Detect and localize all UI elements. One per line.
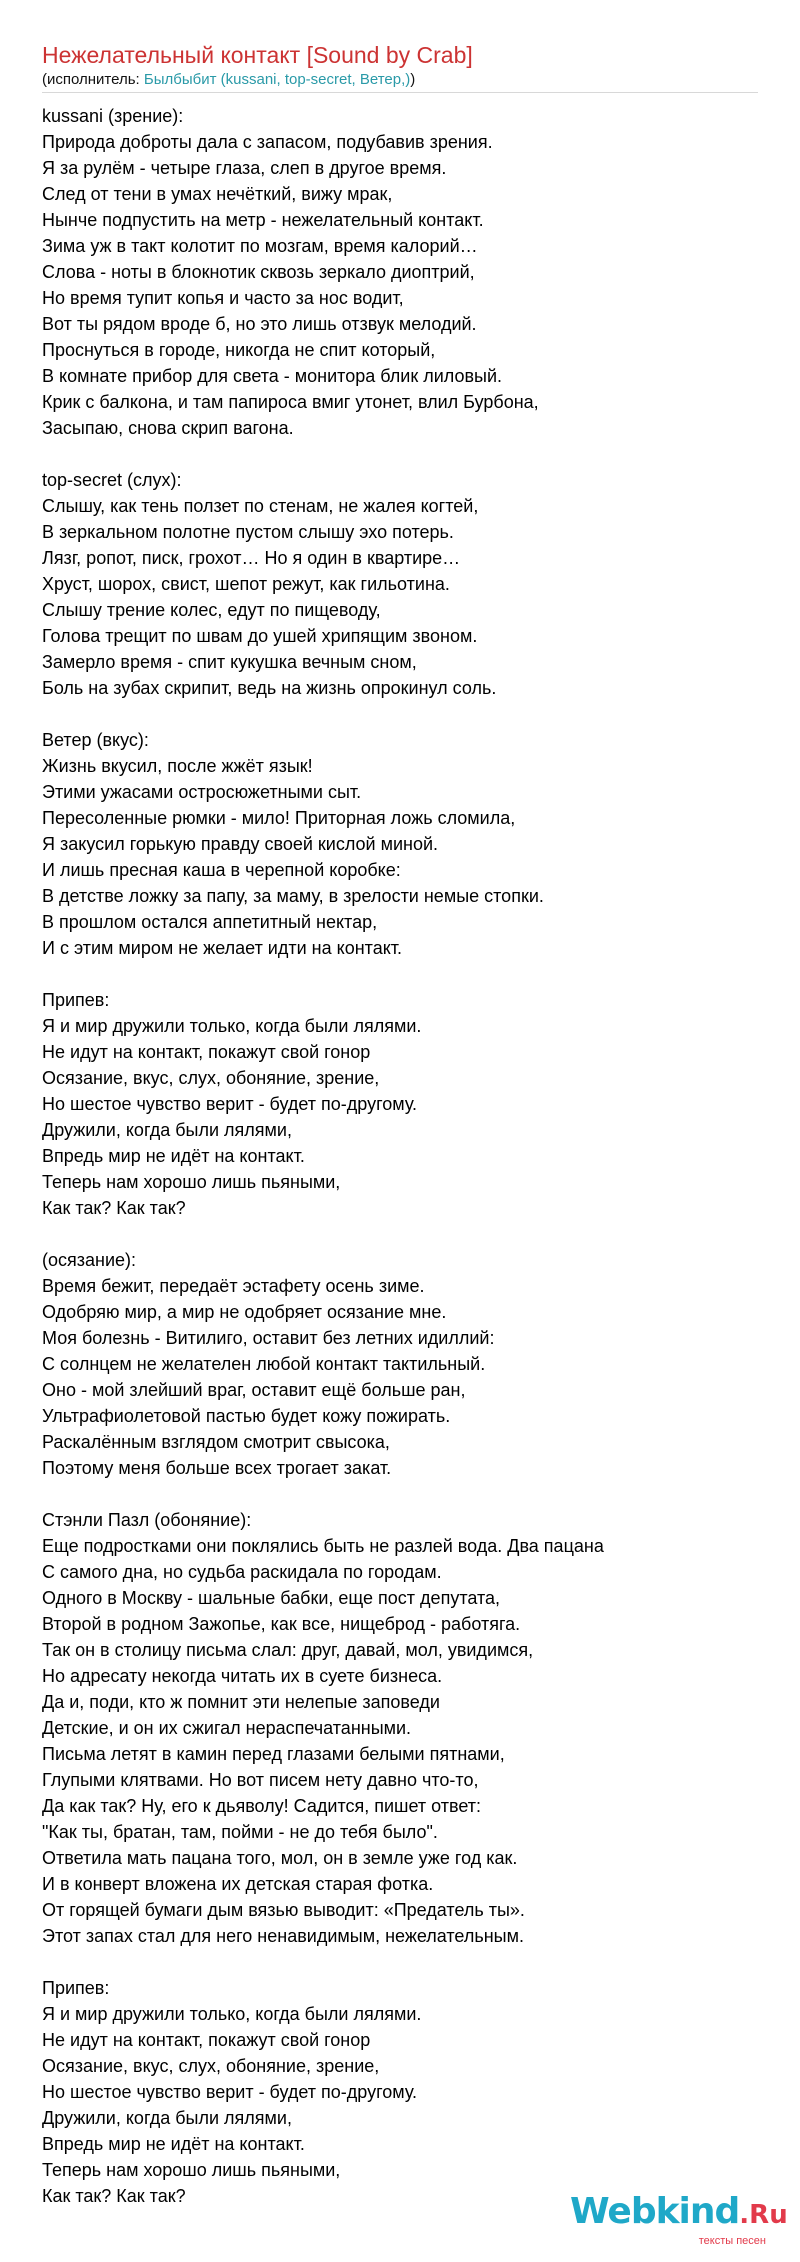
lyric-line: Слова - ноты в блокнотик сквозь зеркало диоптрий,	[42, 262, 475, 282]
lyric-line: Но шестое чувство верит - будет по-другому.	[42, 2082, 418, 2102]
performer-suffix: )	[410, 71, 416, 88]
lyric-line: Еще подростками они поклялись быть не разлей вода. Два пацана	[42, 1536, 604, 1556]
lyric-line: Осязание, вкус, слух, обоняние, зрение,	[42, 1068, 380, 1088]
lyric-line: Я и мир дружили только, когда были лялями.	[42, 1016, 422, 1036]
lyric-line: Письма летят в камин перед глазами белыми пятнами,	[42, 1744, 505, 1764]
lyric-line: (осязание):	[42, 1250, 137, 1270]
lyric-line: Одобряю мир, а мир не одобряет осязание мне.	[42, 1302, 447, 1322]
lyric-line	[42, 1949, 772, 1975]
lyric-line: Зима уж в такт колотит по мозгам, время калорий…	[42, 236, 478, 256]
lyric-line: Детские, и он их сжигал нераспечатанными.	[42, 1718, 412, 1738]
lyric-line: Голова трещит по швам до ушей хрипящим звоном.	[42, 626, 478, 646]
lyric-line: Ветер (вкус):	[42, 730, 149, 750]
lyric-line: След от тени в умах нечёткий, вижу мрак,	[42, 184, 393, 204]
lyric-line: Как так? Как так?	[42, 2186, 186, 2206]
lyric-line: С самого дна, но судьба раскидала по городам.	[42, 1562, 442, 1582]
lyric-line: Дружили, когда были лялями,	[42, 1120, 292, 1140]
performer-prefix: (исполнитель:	[42, 71, 144, 88]
lyric-line: Пересоленные рюмки - мило! Приторная ложь сломила,	[42, 808, 516, 828]
lyric-line: И с этим миром не желает идти на контакт.	[42, 938, 403, 958]
lyric-line: Но шестое чувство верит - будет по-другому.	[42, 1094, 418, 1114]
lyric-line: Я закусил горькую правду своей кислой миной.	[42, 834, 439, 854]
logo-brand: Webkind	[570, 2191, 740, 2232]
lyric-line: Я за рулём - четыре глаза, слеп в другое время.	[42, 158, 447, 178]
lyric-line: Боль на зубах скрипит, ведь на жизнь опрокинул соль.	[42, 678, 497, 698]
lyric-line: Но время тупит копья и часто за нос водит,	[42, 288, 404, 308]
lyric-line: Дружили, когда были лялями,	[42, 2108, 292, 2128]
lyric-line: В комнате прибор для света - монитора блик лиловый.	[42, 366, 503, 386]
lyric-line: С солнцем не желателен любой контакт тактильный.	[42, 1354, 486, 1374]
lyric-line: Да как так? Ну, его к дьяволу! Садится, пишет ответ:	[42, 1796, 482, 1816]
lyric-line: Жизнь вкусил, после жжёт язык!	[42, 756, 313, 776]
lyric-line: Лязг, ропот, писк, грохот… Но я один в квартире…	[42, 548, 461, 568]
lyric-line: Одного в Москву - шальные бабки, еще пост депутата,	[42, 1588, 501, 1608]
lyric-line: Теперь нам хорошо лишь пьяными,	[42, 1172, 341, 1192]
lyric-line: Время бежит, передаёт эстафету осень зиме.	[42, 1276, 425, 1296]
lyric-line	[42, 1481, 772, 1507]
lyric-line	[42, 1221, 772, 1247]
lyric-line: Да и, поди, кто ж помнит эти нелепые заповеди	[42, 1692, 440, 1712]
lyric-line: Моя болезнь - Витилиго, оставит без летних идиллий:	[42, 1328, 495, 1348]
lyric-line: Раскалённым взглядом смотрит свысока,	[42, 1432, 390, 1452]
lyrics-body	[42, 103, 772, 2209]
artist-link[interactable]: Былбыбит (kussani, top-secret, Ветер,)	[143, 71, 411, 88]
lyric-line: И в конверт вложена их детская старая фотка.	[42, 1874, 434, 1894]
logo-mark	[570, 2191, 788, 2235]
lyric-line: Ответила мать пацана того, мол, он в земле уже год как.	[42, 1848, 518, 1868]
lyric-line: Замерло время - спит кукушка вечным сном,	[42, 652, 417, 672]
lyric-line: В прошлом остался аппетитный нектар,	[42, 912, 378, 932]
lyric-line: Впредь мир не идёт на контакт.	[42, 1146, 305, 1166]
lyric-line: Этот запах стал для него ненавидимым, нежелательным.	[42, 1926, 524, 1946]
lyric-line: Глупыми клятвами. Но вот писем нету давно что-то,	[42, 1770, 479, 1790]
lyric-line: Оно - мой злейший враг, оставит ещё больше ран,	[42, 1380, 466, 1400]
lyric-line: Стэнли Пазл (обоняние):	[42, 1510, 252, 1530]
lyric-line: Слышу, как тень ползет по стенам, не жалея когтей,	[42, 496, 479, 516]
lyric-line: Хруст, шорох, свист, шепот режут, как гильотина.	[42, 574, 450, 594]
lyric-line: Засыпаю, снова скрип вагона.	[42, 418, 294, 438]
lyric-line: Слышу трение колес, едут по пищеводу,	[42, 600, 381, 620]
lyric-line: Нынче подпустить на метр - нежелательный контакт.	[42, 210, 484, 230]
lyric-line: Поэтому меня больше всех трогает закат.	[42, 1458, 392, 1478]
lyric-line: Я и мир дружили только, когда были лялями.	[42, 2004, 422, 2024]
logo-tagline: тексты песен	[698, 2235, 766, 2247]
lyric-line: Второй в родном Зажопье, как все, нищеброд - работяга.	[42, 1614, 521, 1634]
performer-line	[42, 70, 415, 90]
lyric-line: Но адресату некогда читать их в суете бизнеса.	[42, 1666, 443, 1686]
lyric-line: Как так? Как так?	[42, 1198, 186, 1218]
site-logo[interactable]	[570, 2191, 788, 2248]
lyric-line: Проснуться в городе, никогда не спит который,	[42, 340, 436, 360]
lyric-line: В детстве ложку за папу, за маму, в зрелости немые стопки.	[42, 886, 544, 906]
lyric-line: Не идут на контакт, покажут свой гонор	[42, 2030, 371, 2050]
lyric-line: От горящей бумаги дым вязью выводит: «Предатель ты».	[42, 1900, 525, 1920]
lyric-line: Теперь нам хорошо лишь пьяными,	[42, 2160, 341, 2180]
lyric-line: Этими ужасами остросюжетными сыт.	[42, 782, 362, 802]
lyric-line: Не идут на контакт, покажут свой гонор	[42, 1042, 371, 1062]
lyric-line: В зеркальном полотне пустом слышу эхо потерь.	[42, 522, 454, 542]
lyric-line: Вот ты рядом вроде б, но это лишь отзвук мелодий.	[42, 314, 477, 334]
lyric-line: Крик с балкона, и там папироса вмиг утонет, влил Бурбона,	[42, 392, 539, 412]
lyric-line: Припев:	[42, 1978, 110, 1998]
lyric-line: kussani (зрение):	[42, 106, 184, 126]
header-divider	[42, 92, 758, 93]
lyric-line	[42, 701, 772, 727]
lyric-line: Ультрафиолетовой пастью будет кожу пожирать.	[42, 1406, 451, 1426]
lyric-line: Природа доброты дала с запасом, подубавив зрения.	[42, 132, 493, 152]
lyric-line: И лишь пресная каша в черепной коробке:	[42, 860, 401, 880]
page-title: Нежелательный контакт [Sound by Crab]	[42, 42, 473, 68]
lyric-line: top-secret (слух):	[42, 470, 182, 490]
logo-tld: .Ru	[739, 2200, 788, 2230]
lyric-line: Припев:	[42, 990, 110, 1010]
lyric-line: Впредь мир не идёт на контакт.	[42, 2134, 305, 2154]
lyric-line	[42, 961, 772, 987]
lyric-line: Осязание, вкус, слух, обоняние, зрение,	[42, 2056, 380, 2076]
lyric-line: Так он в столицу письма слал: друг, давай, мол, увидимся,	[42, 1640, 534, 1660]
lyric-line	[42, 441, 772, 467]
lyric-line: "Как ты, братан, там, пойми - не до тебя было".	[42, 1822, 438, 1842]
